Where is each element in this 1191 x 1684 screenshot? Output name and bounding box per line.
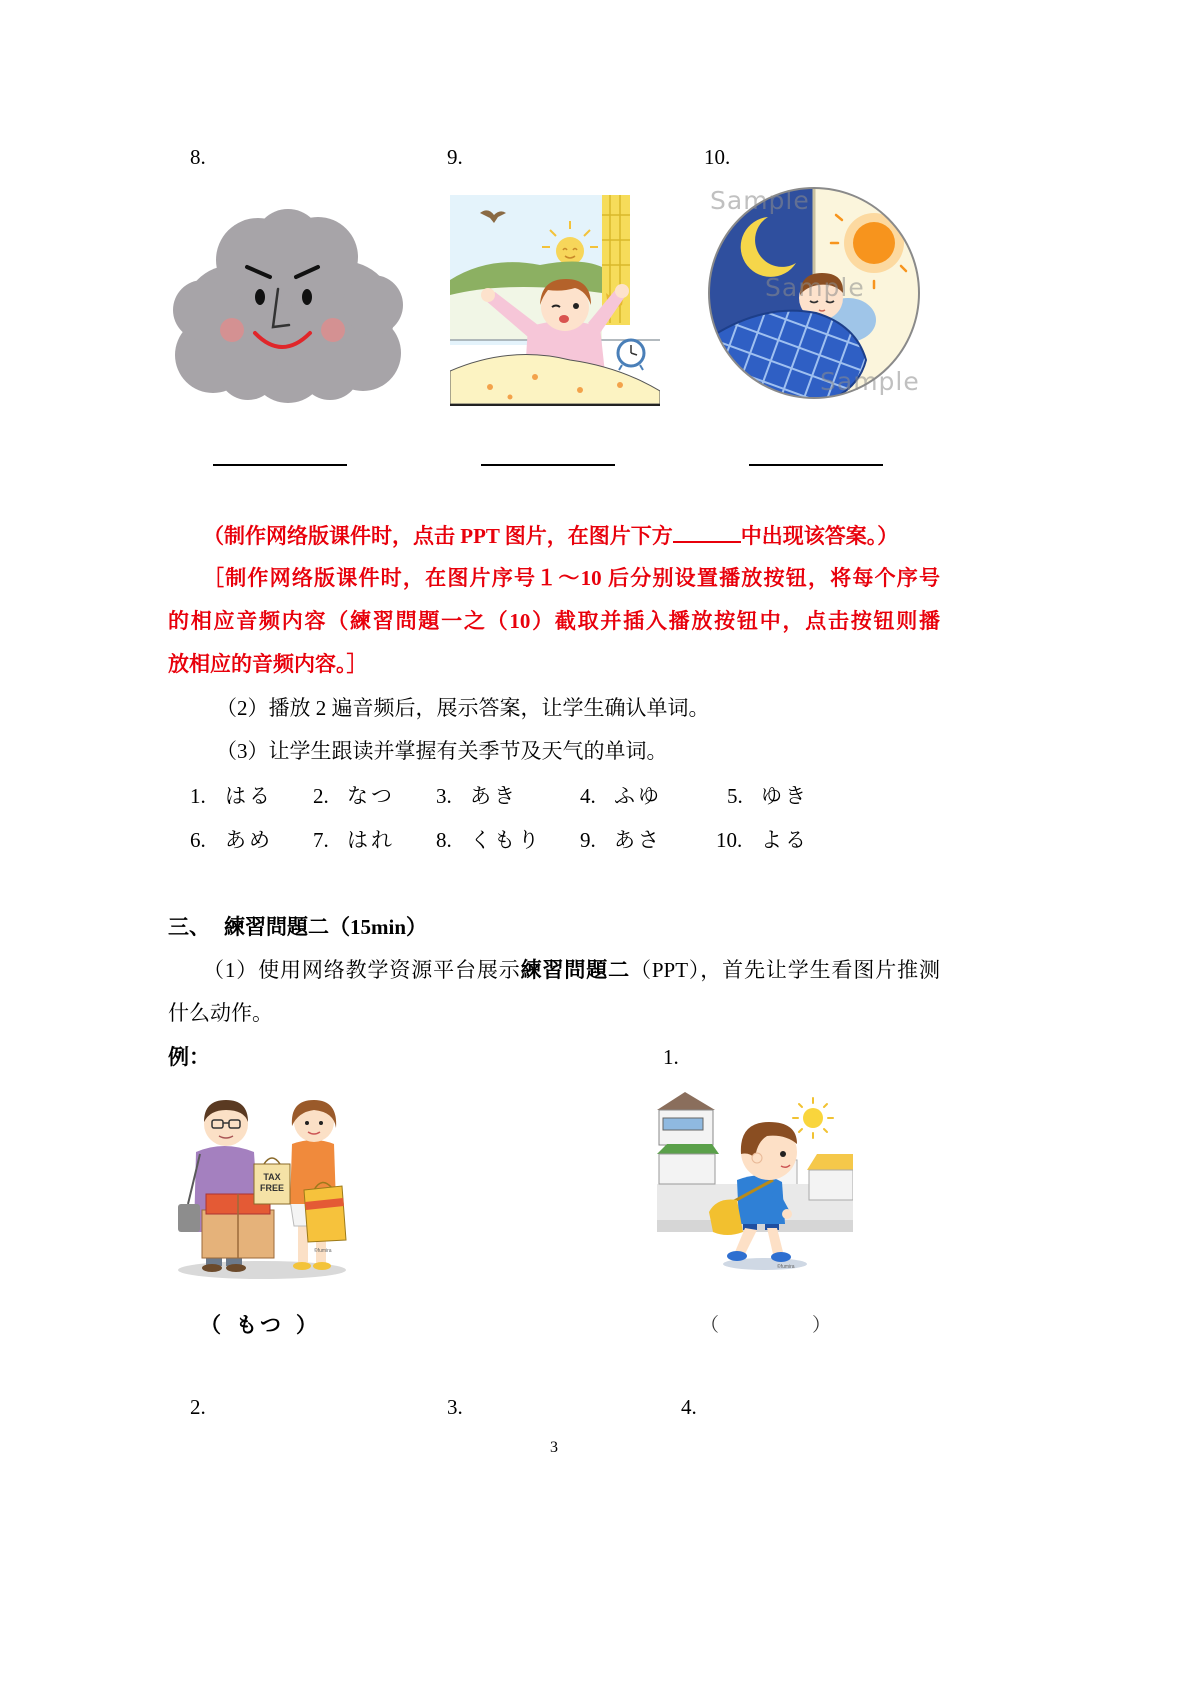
item-label-10: 10.: [704, 145, 731, 169]
step-3: （3）让学生跟读并掌握有关季节及天气的单词。: [216, 739, 668, 763]
vocab-num: 1.: [190, 784, 206, 808]
tax-free-bag: [254, 1158, 290, 1204]
red-note-line-1-pre: （制作网络版课件时，点击 PPT 图片，在图片下方: [203, 524, 673, 548]
vocab-num: 6.: [190, 828, 206, 852]
vocab-word: あめ: [225, 828, 273, 852]
instruction-line-1: [203, 958, 940, 982]
question-1-label: 1.: [663, 1045, 679, 1069]
example-answer-open: （: [200, 1313, 221, 1337]
red-note-line-2: ［制作网络版课件时，在图片序号１～10 后分别设置播放按钮，将每个序号: [203, 566, 940, 590]
vocab-num: 8.: [436, 828, 452, 852]
bag-text-tax: TAX: [263, 1172, 281, 1182]
item-label-9: 9.: [447, 145, 463, 169]
red-note-line-1-post: 中出现该答案。）: [740, 524, 899, 548]
example-answer-close: ）: [296, 1313, 317, 1337]
vocab-num: 4.: [580, 784, 596, 808]
illustration-credit: ©fumira: [777, 1264, 795, 1270]
instruction-bold: 練習問題二: [520, 958, 630, 982]
instruction-post: （PPT），首先让学生看图片推测: [629, 958, 941, 982]
red-note-line-4: 放相应的音频内容。］: [168, 652, 368, 676]
morning-illustration: [450, 195, 660, 408]
bag-text-free: FREE: [259, 1183, 285, 1193]
sun-icon: [793, 1098, 833, 1138]
cloud-body: [173, 209, 403, 403]
carrying-illustration: [174, 1092, 349, 1282]
vocab-word: あさ: [614, 828, 662, 852]
watermark-text: Sample: [765, 273, 865, 302]
example-label: 例：: [168, 1045, 210, 1069]
step-2: （2）播放 2 遍音频后，展示答案，让学生确认单词。: [216, 696, 710, 720]
section-number: 三、: [168, 915, 210, 939]
vocab-num: 2.: [313, 784, 329, 808]
instruction-line-2: 什么动作。: [168, 1001, 273, 1025]
question-1-answer-close: ）: [812, 1315, 832, 1336]
red-note-line-3: 的相应音频内容（練習問題一之（10）截取并插入播放按钮中，点击按钮则播: [168, 609, 940, 633]
item-label-4: 4.: [681, 1395, 697, 1419]
vocab-word: はれ: [347, 828, 395, 852]
vocab-num: 3.: [436, 784, 452, 808]
answer-blank-9: [481, 464, 615, 466]
red-note-line-1: [203, 523, 898, 548]
illustration-credit: ©fumira: [314, 1248, 332, 1254]
vocab-word: よる: [761, 828, 809, 852]
watermark-text: Sample: [710, 186, 810, 215]
vocab-num: 7.: [313, 828, 329, 852]
section-title: 練習問題二（15min）: [224, 915, 428, 939]
answer-blank-8: [213, 464, 347, 466]
cloud-illustration: [168, 205, 408, 405]
vocab-num: 10.: [716, 828, 743, 852]
question-1-answer-open: （: [700, 1315, 720, 1336]
vocab-word: ふゆ: [614, 784, 662, 808]
vocab-word: はる: [225, 784, 273, 808]
shopping-bag: [304, 1182, 346, 1242]
alarm-clock-icon: [618, 340, 644, 370]
vocab-word: なつ: [347, 784, 395, 808]
vocab-word: あき: [470, 784, 518, 808]
red-note-blank: [673, 523, 741, 543]
walking-illustration: [657, 1092, 853, 1274]
item-label-2: 2.: [190, 1395, 206, 1419]
watermark-text: Sample: [820, 367, 920, 396]
example-answer: もつ: [236, 1313, 284, 1337]
house-right: [807, 1154, 853, 1200]
item-label-8: 8.: [190, 145, 206, 169]
instruction-pre: （1）使用网络教学资源平台展示: [203, 958, 521, 982]
page-number: 3: [550, 1439, 558, 1456]
vocab-word: ゆき: [761, 784, 809, 808]
vocab-word: くもり: [470, 828, 542, 852]
house-left: [657, 1092, 719, 1184]
vocab-num: 5.: [727, 784, 743, 808]
answer-blank-10: [749, 464, 883, 466]
vocab-num: 9.: [580, 828, 596, 852]
briefcase: [178, 1204, 200, 1232]
item-label-3: 3.: [447, 1395, 463, 1419]
